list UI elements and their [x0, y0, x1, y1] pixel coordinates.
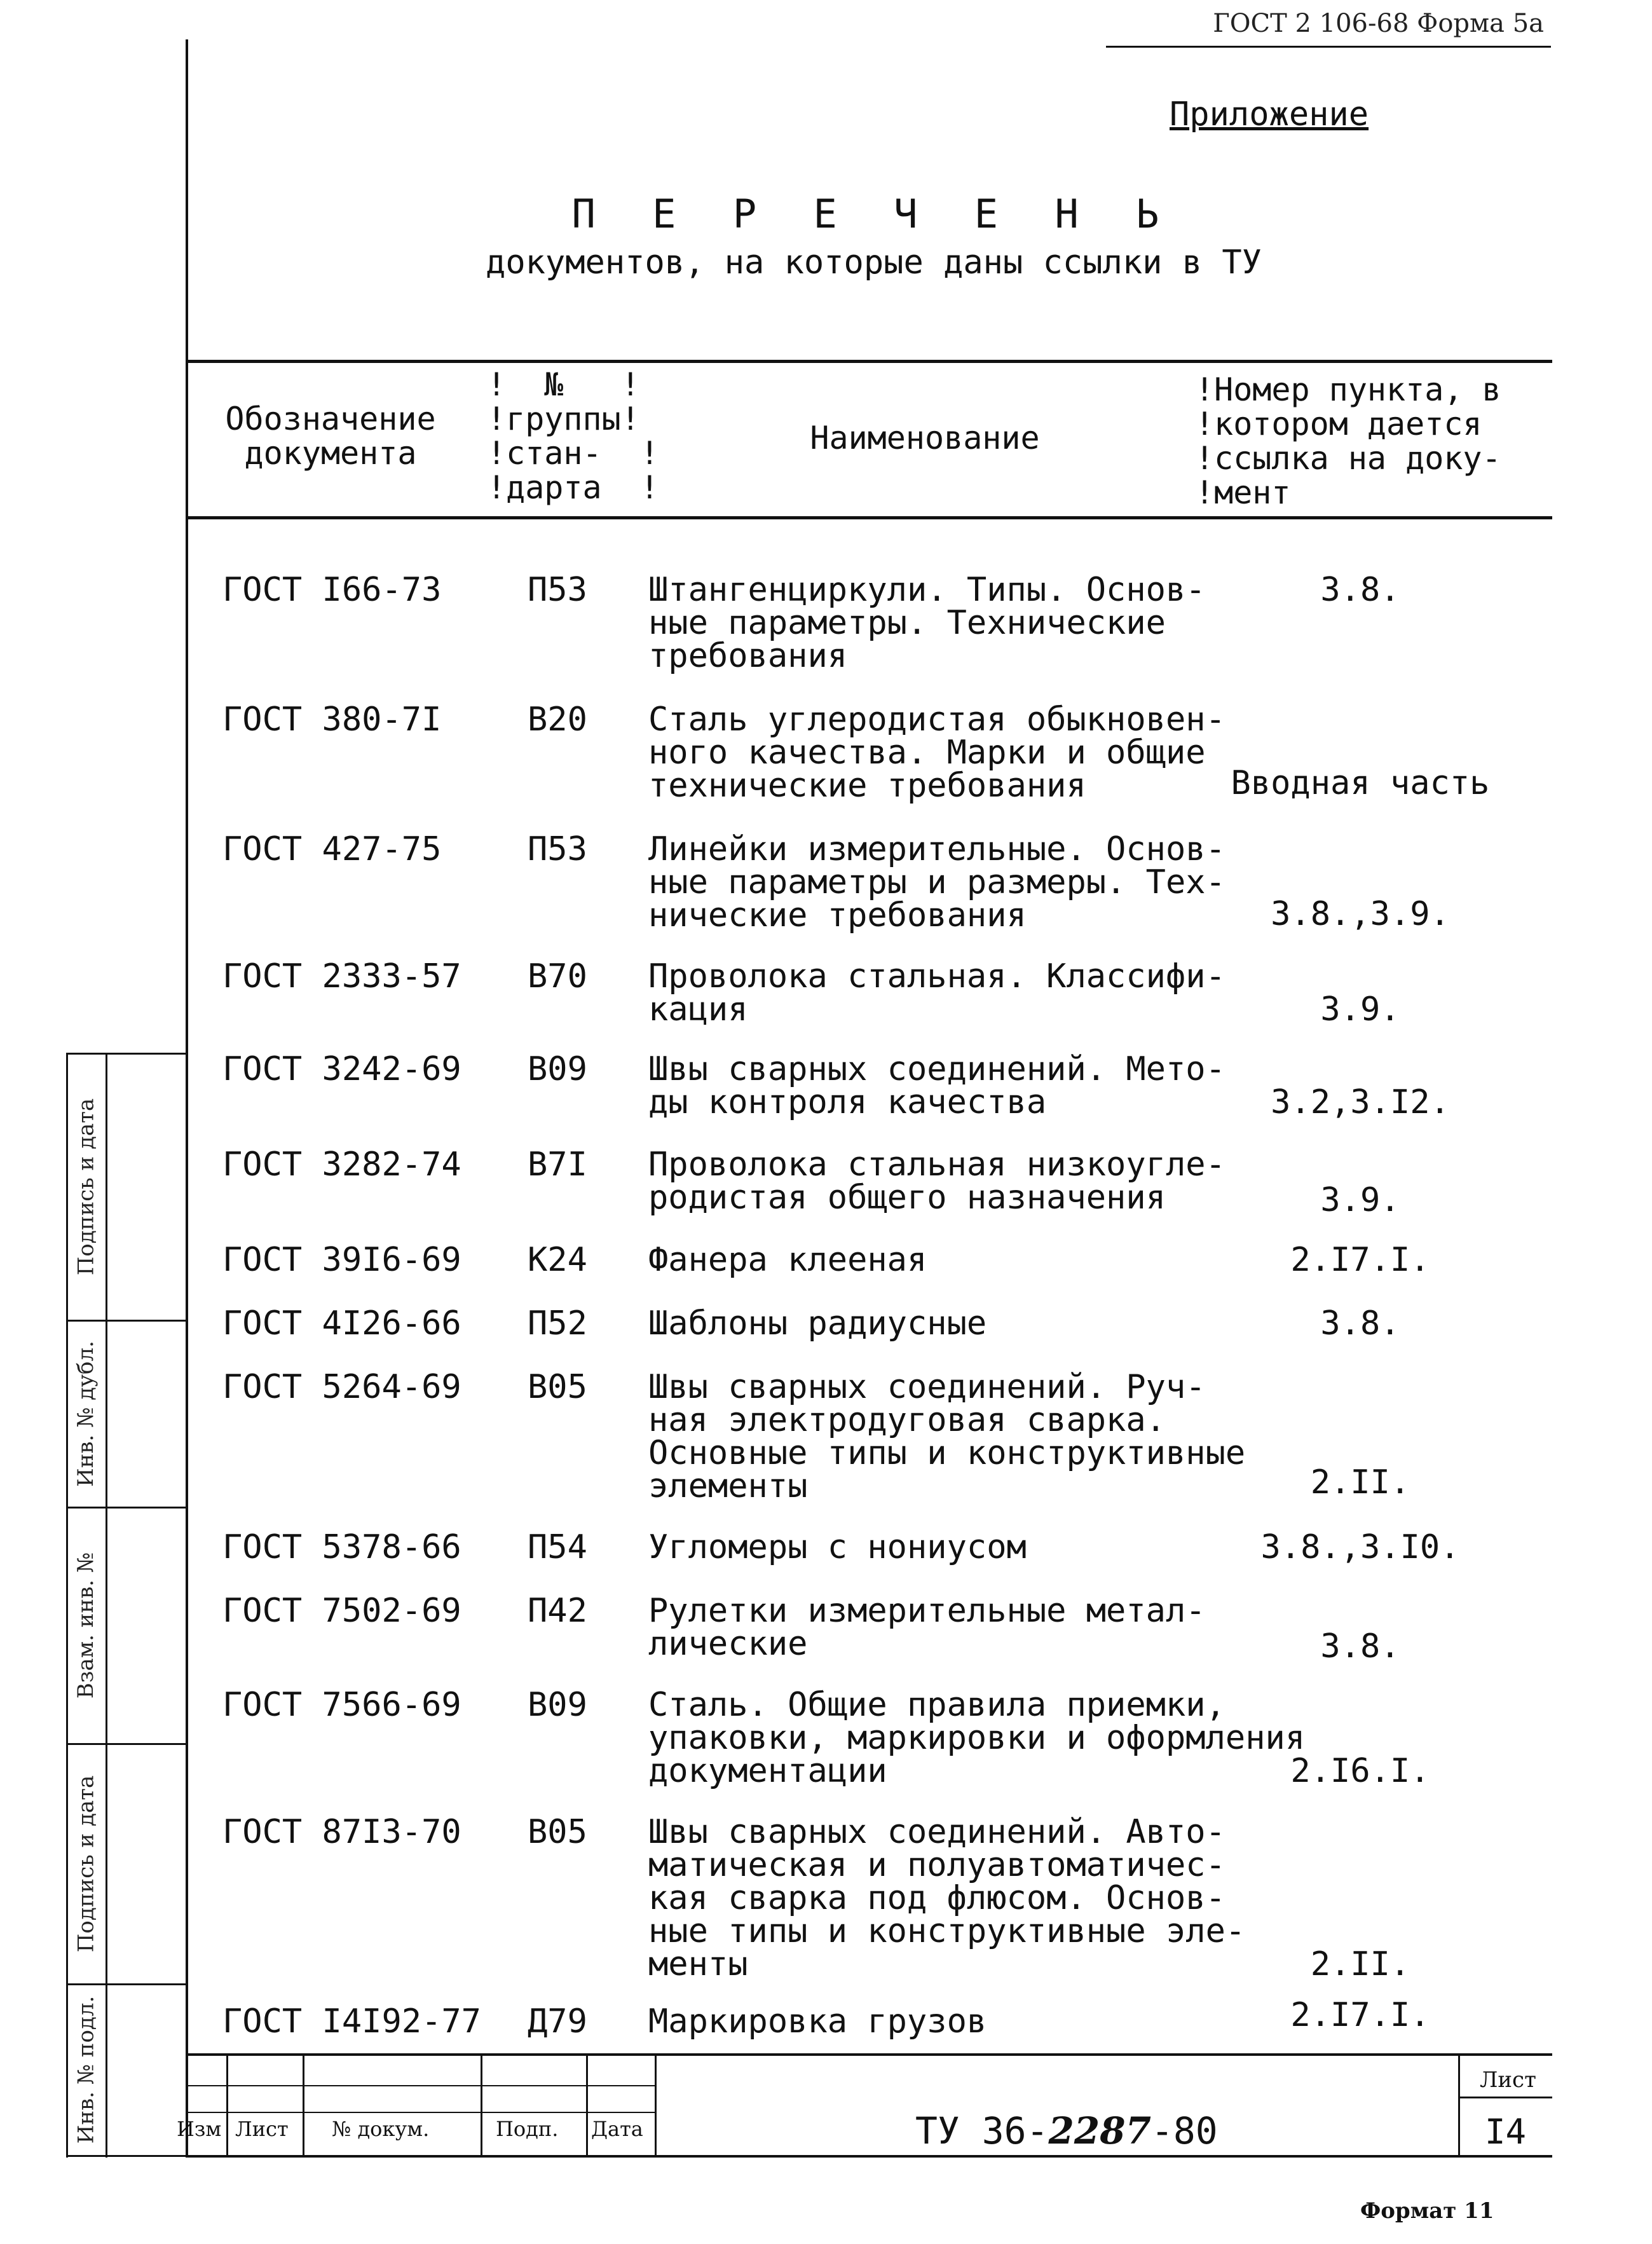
row-name: Швы сварных соединений. Авто- матическая и полуавтоматичес- кая сварка под флюсом. Основ- ные типы и конструктивные эле- менты: [648, 1813, 1246, 1983]
appendix-label: Приложение: [1170, 95, 1369, 133]
row-group: В09: [528, 1050, 587, 1088]
row-group: В09: [528, 1686, 587, 1724]
row-ref: 2.I7.I.: [1290, 1996, 1430, 2034]
header-name: Наименование: [810, 420, 1040, 456]
row-code: ГОСТ 5264-69: [222, 1368, 461, 1406]
side-strip-divider: [66, 1743, 186, 1745]
row-group: П42: [528, 1592, 587, 1630]
stamp-inner-rule: [186, 2085, 656, 2086]
row-name: Маркировка грузов: [648, 2002, 987, 2041]
doc-number-handwritten: 2287: [1048, 2109, 1151, 2152]
row-code: ГОСТ 3282-74: [222, 1146, 461, 1184]
stamp-bottom-rule: [186, 2155, 1552, 2158]
side-strip-border: [106, 1053, 107, 2158]
row-name: Фанера клееная: [648, 1241, 927, 1279]
stamp-label-date: Дата: [591, 2117, 643, 2141]
stamp-label-signature: Подп.: [496, 2117, 559, 2141]
format-label: Формат 11: [1360, 2198, 1494, 2224]
row-ref: 2.I7.I.: [1290, 1241, 1430, 1279]
stamp-col-divider: [586, 2053, 588, 2155]
row-name: Рулетки измерительные метал- лические: [648, 1592, 1206, 1663]
row-name: Сталь углеродистая обыкновен- ного качества. Марки и общие технические требования: [648, 701, 1225, 805]
row-code: ГОСТ 3242-69: [222, 1050, 461, 1088]
row-name: Линейки измерительные. Основ- ные параметры и размеры. Тех- нические требования: [648, 830, 1225, 934]
row-group: В20: [528, 701, 587, 739]
row-ref: 3.8.,3.I0.: [1260, 1528, 1460, 1566]
row-name: Швы сварных соединений. Мето- ды контроля качества: [648, 1050, 1225, 1121]
row-name: Штангенциркули. Типы. Основ- ные параметры. Технические требования: [648, 571, 1206, 675]
row-group: В7I: [528, 1146, 587, 1184]
row-ref: 3.8.: [1320, 1627, 1400, 1666]
row-group: П53: [528, 830, 587, 868]
side-label-replaced-inv-no: Взам. инв. №: [73, 1552, 99, 1699]
table-header-rule: [186, 516, 1552, 519]
document-title: П Е Р Е Ч Е Н Ь: [571, 191, 1176, 237]
row-name: Проволока стальная. Классифи- кация: [648, 957, 1225, 1029]
form-header: ГОСТ 2 106-68 Форма 5а: [1213, 9, 1544, 38]
row-code: ГОСТ 7502-69: [222, 1592, 461, 1630]
stamp-col-divider: [226, 2053, 228, 2155]
row-group: В70: [528, 957, 587, 995]
side-label-dup-inv-no: Инв. № дубл.: [73, 1341, 99, 1487]
row-ref: 3.8.: [1320, 1304, 1400, 1343]
row-name: Сталь. Общие правила приемки, упаковки, маркировки и оформления документации: [648, 1686, 1306, 1790]
row-name: Угломеры с нониусом: [648, 1528, 1027, 1566]
row-group: В05: [528, 1368, 587, 1406]
row-code: ГОСТ 7566-69: [222, 1686, 461, 1724]
row-group: Д79: [528, 2002, 587, 2041]
stamp-top-rule: [186, 2053, 1552, 2056]
document-number: [915, 2109, 1218, 2152]
row-name: Проволока стальная низкоугле- родистая общего назначения: [648, 1146, 1225, 1217]
row-group: П52: [528, 1304, 587, 1343]
doc-number-prefix: ТУ 36-: [915, 2109, 1049, 2152]
row-code: ГОСТ 87I3-70: [222, 1813, 461, 1851]
frame-left: [186, 39, 188, 2156]
side-strip-divider: [66, 1507, 186, 1509]
row-group: В05: [528, 1813, 587, 1851]
row-ref: 3.9.: [1320, 990, 1400, 1029]
row-group: П54: [528, 1528, 587, 1566]
stamp-sheet-divider: [1458, 2097, 1552, 2098]
row-code: ГОСТ I4I92-77: [222, 2002, 481, 2041]
side-label-signature-date-2: Подпись и дата: [73, 1775, 99, 1953]
sheet-label: Лист: [1480, 2067, 1536, 2093]
header-clause: !Номер пункта, в !котором дается !ссылка на доку- !мент: [1195, 371, 1501, 511]
side-strip-divider: [66, 1983, 186, 1985]
row-code: ГОСТ 4I26-66: [222, 1304, 461, 1343]
row-ref: 3.8.: [1320, 571, 1400, 609]
row-code: ГОСТ 39I6-69: [222, 1241, 461, 1279]
stamp-label-list: Лист: [235, 2117, 289, 2141]
row-ref: 2.II.: [1310, 1945, 1410, 1983]
header-rule: [1106, 46, 1551, 48]
sheet-number: I4: [1485, 2112, 1527, 2152]
row-name: Швы сварных соединений. Руч- ная электродуговая сварка. Основные типы и конструктивные элементы: [648, 1368, 1246, 1505]
stamp-col-divider: [1458, 2053, 1460, 2155]
row-group: К24: [528, 1241, 587, 1279]
row-code: ГОСТ 380-7I: [222, 701, 442, 739]
side-strip-divider: [66, 1320, 186, 1322]
row-ref: 3.8.,3.9.: [1271, 895, 1450, 933]
stamp-col-divider: [481, 2053, 482, 2155]
row-code: ГОСТ 427-75: [222, 830, 442, 868]
stamp-col-divider: [303, 2053, 304, 2155]
row-ref: 2.I6.I.: [1290, 1752, 1430, 1790]
stamp-col-divider: [655, 2053, 657, 2155]
stamp-inner-rule: [186, 2112, 656, 2113]
side-label-signature-date: Подпись и дата: [73, 1098, 99, 1276]
row-group: П53: [528, 571, 587, 609]
document-subtitle: документов, на которые даны ссылки в ТУ: [486, 243, 1262, 282]
side-strip-divider: [66, 1053, 186, 1055]
doc-number-suffix: -80: [1150, 2109, 1218, 2152]
header-designation: Обозначение документа: [225, 400, 436, 472]
row-code: ГОСТ 2333-57: [222, 957, 461, 995]
side-strip-divider: [66, 2155, 186, 2157]
row-ref: 3.9.: [1320, 1181, 1400, 1219]
header-group: ! № ! !группы! !стан- ! !дарта !: [487, 366, 659, 506]
stamp-label-doc: № докум.: [332, 2117, 430, 2141]
row-ref: 3.2,3.I2.: [1271, 1083, 1450, 1121]
row-ref: 2.II.: [1310, 1463, 1410, 1502]
row-code: ГОСТ I66-73: [222, 571, 442, 609]
row-name: Шаблоны радиусные: [648, 1304, 987, 1343]
side-label-original-inv-no: Инв. № подл.: [73, 1995, 99, 2144]
row-ref: Вводная часть: [1231, 764, 1490, 802]
stamp-label-izm: Изм: [177, 2117, 222, 2141]
table-top-rule: [186, 360, 1552, 363]
row-code: ГОСТ 5378-66: [222, 1528, 461, 1566]
